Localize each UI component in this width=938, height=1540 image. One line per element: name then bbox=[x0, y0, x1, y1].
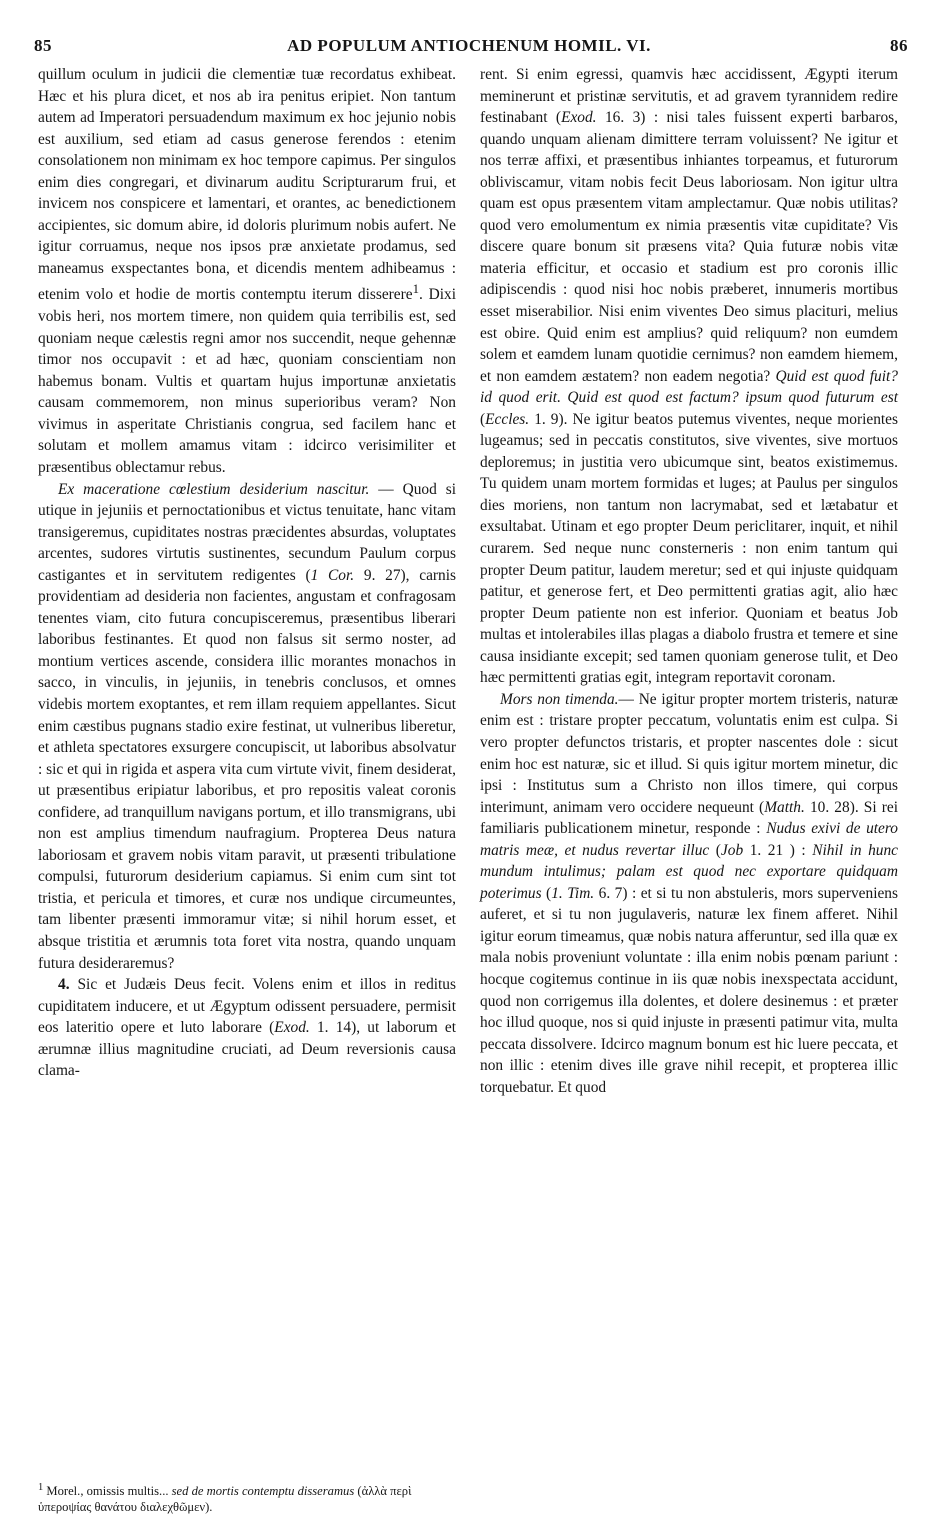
text-run: ( bbox=[541, 884, 552, 902]
paragraph bbox=[480, 64, 898, 689]
quotation: Nihil in hunc mundum intulimus; palam est quod nec exportare quidquam poterimus bbox=[480, 841, 899, 902]
quotation: Nudus exivi de utero matris meæ, et nudus revertar illuc bbox=[480, 820, 898, 859]
citation: 1. Tim. bbox=[551, 884, 595, 902]
text-run: rent. Si enim egressi, quamvis hæc accidissent, Ægypti iterum meminerunt et pristinæ servitutis, et ad gravem tyrannidem redire festinabant ( bbox=[480, 66, 898, 127]
page-number-left: 85 bbox=[34, 36, 52, 55]
citation: Exod. bbox=[274, 1019, 310, 1037]
text-run: Sic et Judæis Deus fecit. Volens enim et illos in reditus cupiditatem inducere, et ut Ægyptum odissent persuadere, permisit eos lateritio opere et luto laborare ( bbox=[38, 976, 456, 1037]
footnote-italic: sed de mortis contemptu disseramus bbox=[171, 1484, 355, 1499]
right-column bbox=[480, 64, 898, 1098]
text-run: Quod si utique in jejuniis et pernoctationibus et victus tenuitate, hanc vitam transigeremus, cupiditates nostras præcidentes absurdas, voluptates arcentes, sudores virtutis sustinentes, secundum Paulum corpus castigantes et in servitutem redigentes ( bbox=[38, 480, 456, 584]
footnote-text: Morel., omissis multis... bbox=[43, 1484, 172, 1499]
text-run: ( bbox=[709, 841, 721, 859]
text-run: 1. 21 ) : bbox=[743, 841, 813, 859]
footnote-mark: 1 bbox=[38, 1482, 44, 1493]
paragraph bbox=[38, 64, 456, 479]
running-header bbox=[30, 32, 908, 58]
quotation: Quid est quod fuit? id quod erit. Quid est quod est factum? ipsum quod futurum est bbox=[480, 367, 898, 407]
text-run: 10. 28). Si rei familiaris publicationem minetur, responde : bbox=[480, 798, 898, 838]
section-heading: Ex maceratione cœlestium desiderium nascitur. bbox=[58, 480, 370, 498]
citation: Matth. bbox=[764, 798, 805, 816]
paragraph bbox=[38, 479, 456, 975]
paragraph bbox=[480, 689, 898, 1098]
text-run: quillum oculum in judicii die clementiæ tuæ recordatus exhibeat. Hæc et his plura dicet, et nos ab ira penitus eripiet. Non tantum autem ad Imperatori persuadendum maximum ex hoc jejunio nobis est auxilium, sed etiam ad casus generose ferendos : etenim consolationem non minimam ex hoc tempore capimus. Per singulos enim dies congregari, et divinarum auditu Scripturarum frui, et invicem nos conspicere et lamentari, et orantes, ac benedictionem accipientes, sic domum abire, id doloris plurimum nobis aufert. Ne igitur corruamus, neque nos ipsos præ anxietate prodamus, sed maneamus exspectantes bona, et dicendis mentem adhibeamus : etenim volo et hodie de mortis contemptu iterum disserere bbox=[38, 66, 456, 304]
citation: Eccles. bbox=[485, 410, 530, 428]
footnote-reference: 1 bbox=[412, 282, 419, 297]
section-heading: Mors non timenda. bbox=[500, 690, 619, 708]
paragraph bbox=[38, 974, 456, 1082]
text-run: 1. 9). Ne igitur beatos putemus viventes, neque morientes lugeamus; sed in peccatis constitutos, sive viventes, sive mortuos deploremus; in justitia vero ubicumque sint, beatos existimemus. Tu quidem unam mortem formidas et luges; at Paulus per singulos dies moriens, non tantum non lacrymabat, sed et lætabatur et exsultabat. Utinam et ego propter Deum periclitarer, inquit, et nihil curarem. Sed neque nunc consterneris : non enim tantum qui propter Deum patitur, laudem meretur; sed et qui injuste quidquam patitur, et generose fert, et Deo permittenti gratias agit, alio hæc propter Deum patiente non est inferior. Quoniam et beatus Job multas et intolerabiles illas plagas a diabolo frustra et temere et sine causa insidiante excepit; sed tamen quoniam generose tulit, et Deo hæc permittenti gratias egit, integram reportavit coronam. bbox=[480, 410, 898, 687]
text-run: . Dixi vobis heri, nos mortem timere, non quidem quia terribilis est, sed quoniam neque cælestis regni amor nos succendit, neque gehennæ timor nos occupavit : et ad hæc, quoniam conscientiam non habemus bonam. Vultis et quartam hujus importunæ anxietatis causam commemorem, non minus superioribus veram? Non vivimus in asperitate Christianis congrua, sed facilem hanc et solutam et mollem amamus vitam : idcirco verisimiliter et præsentibus oblectamur rebus. bbox=[38, 286, 456, 476]
footnote-text: (ἀλλὰ περὶ ὑπεροψίας θανάτου διαλεχθῶμεν). bbox=[38, 1484, 412, 1515]
citation: 1 Cor. bbox=[310, 566, 355, 584]
citation: Exod. bbox=[561, 109, 597, 127]
footnote bbox=[38, 1480, 456, 1515]
text-run: 16. 3) : nisi tales fuissent experti barbaros, quando unquam alienam dimittere terram voluissent? Ne igitur et nos terræ affixi, et præsentibus inhiantes torpeamus, et futurorum obliviscamur, vitam nobis fecit Deus laboriosam. Non igitur ultra quam est opus præsentem vitam amplectamur. Quæ nobis utilitas? quod vero emolumentum ex nimia præsentis vitæ cupiditate? Vis discere quare bonum sit præsens vita? Quia futuræ nobis vitæ materia efficitur, et occasio et stadium est pro coronis illic adipiscendis : quod nisi hoc nobis præberet, innumeris mortibus esset miserabilior. Nisi enim viventes Deo simus placituri, melius est obire. Quid enim est amplius? quid reliquum? non eumdem solem et eamdem lunam quotidie cernimus? non eamdem hiemem, et non eamdem æstatem? non eadem negotia? bbox=[480, 109, 899, 385]
text-run: 1. 14), ut laborum et ærumnæ illius magnitudine cruciati, ad Deum reversionis causa clama- bbox=[38, 1019, 457, 1080]
running-title: AD POPULUM ANTIOCHENUM HOMIL. VI. bbox=[287, 36, 651, 55]
text-run: ( bbox=[480, 410, 486, 428]
left-column bbox=[38, 64, 456, 1082]
page-number-right: 86 bbox=[890, 36, 908, 55]
text-run: 6. 7) : et si tu non abstuleris, mors superveniens auferet, et si tu non jugulaveris, naturæ lex finem afferet. Nihil igitur eorum timeamus, quæ nobis natura afferuntur, sed illa quæ ex mala nobis proveniunt voluntate : illa enim nobis pœnam pariunt : hocque cogitemus continue in iis quæ nobis inexspectata accidunt, quod non corrigemus illa dolentes, et dolere desinemus : et præter hoc illud quoque, nos si quid injuste in præsenti patimur vita, multa peccata dissolvere. Idcirco magnum bonum est hic luere peccata, et non illic : etenim dives ille grave nihil recepit, et propterea illic torquebatur. Et quod bbox=[480, 884, 898, 1096]
text-run: Ne igitur propter mortem tristeris, naturæ enim est : tristare propter peccatum, voluntatis enim est culpa. Si vero propter defunctos tristaris, et propter nascentes dole : sicut enim hoc est naturæ, sic et illud. Si quis igitur mortem minetur, dic ipsi : Institutus sum a Christo non illos timere, qui corpus interimunt, animam vero occidere nequeunt ( bbox=[480, 690, 898, 816]
text-run: — bbox=[369, 480, 403, 498]
text-run: 9. 27), carnis providentiam ad desideria non facientes, angustam et confragosam tenentes viam, cito futura concupisceremus, præsentibus liberari laboribus festinantes. Et quod non falsus sit sermo noster, ad montium vertices ascende, considera illic morantes monachos in sacco, in vinculis, in jejuniis, in tenebris conclusos, et omnes videbis mortem exoptantes, et rem illam requiem appellantes. Sicut enim cæstibus pugnans stadio exire festinat, ut vulneribus liberetur, et athleta spectatores exsurgere concupiscit, ut laboribus absolvatur : sic et qui in rigida et aspera vita cum virtute vivit, finem desiderat, ut præsentibus eripiatur laboribus, et pro repositis valeat coronis confidere, ad tranquillum navigans portum, et illo transmigrans, ubi non est amplius timendum naufragium. Propterea Deus natura laboriosam et gravem nobis vitam paravit, ut præsenti tribulatione compulsi, futurorum desiderium capiamus. Si enim cum sint tot tristia, et pericula et timores, et curæ nos undique circumeuntes, tam libenter præsenti immoramur vitæ; si nihil horum esset, et absque tristitia et ærumnis tota foret vita nostra, quando unquam futura desideraremus? bbox=[38, 566, 456, 972]
text-run: — bbox=[618, 690, 639, 708]
citation: Job bbox=[720, 841, 744, 859]
section-number: 4. bbox=[58, 976, 70, 994]
